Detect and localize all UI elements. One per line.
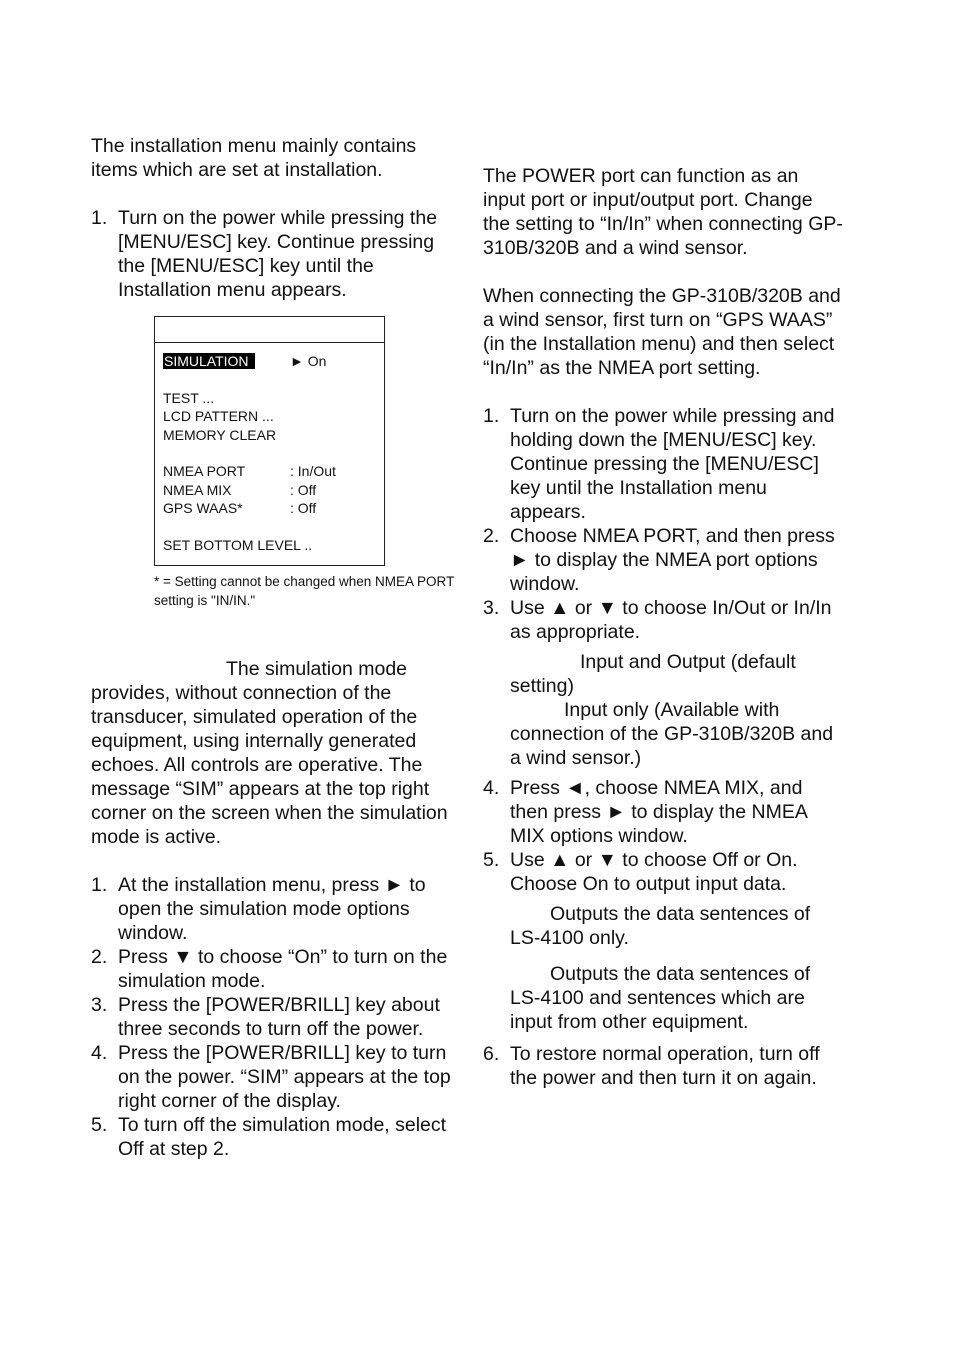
step-number: 1. <box>91 207 108 229</box>
list-item: 3. Press the [POWER/BRILL] key about three seconds to turn off the power. <box>91 994 440 1040</box>
list-item: 6. To restore normal operation, turn off the power and then turn it on again. <box>483 1043 820 1089</box>
menu-item-nmea-mix: NMEA MIX <box>163 481 232 498</box>
list-item: 2. Choose NMEA PORT, and then press ► to display the NMEA port options window. <box>483 525 835 595</box>
list-item: 5. Use ▲ or ▼ to choose Off or On. Choose On to output input data. <box>483 849 798 895</box>
right-column <box>483 164 843 1090</box>
power-port-paragraph: The POWER port can function as an input port or input/output port. Change the setting to “In/In” when connecting GP-310B/320B and a wind sensor. <box>483 165 843 259</box>
menu-item-gps-waas: GPS WAAS* <box>163 500 243 517</box>
simulation-paragraph <box>91 657 456 849</box>
left-column <box>91 134 456 1161</box>
step-text: Turn on the power while pressing the [MENU/ESC] key. Continue pressing the [MENU/ESC] key until the Installation menu appears. <box>118 207 438 301</box>
menu-item-memory-clear: MEMORY CLEAR <box>163 426 277 443</box>
simulation-lead: The simulation mode <box>226 658 408 680</box>
menu-item-set-bottom-level: SET BOTTOM LEVEL .. <box>163 537 313 554</box>
simulation-text: provides, without connection of the transducer, simulated operation of the equipment, using internally generated echoes. All controls are operative. The message “SIM” appears at the top right corner on the screen when the simulation mode is active. <box>91 682 448 848</box>
list-item: 5. To turn off the simulation mode, select Off at step 2. <box>91 1114 447 1160</box>
intro-paragraph: The installation menu mainly contains items which are set at installation. <box>91 135 417 181</box>
menu-item-nmea-port: NMEA PORT <box>163 463 246 480</box>
on-description: Outputs the data sentences of LS-4100 and sentences which are input from other equipment. <box>510 963 811 1033</box>
list-item: 1. Turn on the power while pressing and holding down the [MENU/ESC] key. Continue pressing the [MENU/ESC] key until the Installation menu appears. <box>483 405 835 523</box>
in-out-description: Input and Output (default setting) Input only (Available with connection of the GP-310B/320B and a wind sensor.) <box>510 651 834 769</box>
menu-value-nmea-port: : In/Out <box>290 463 336 480</box>
gps-waas-paragraph: When connecting the GP-310B/320B and a wind sensor, first turn on “GPS WAAS” (in the Installation menu) and then select “In/In” as the NMEA port setting. <box>483 285 841 379</box>
menu-item-test: TEST ... <box>163 389 215 406</box>
menu-row-nmea-port <box>163 462 384 480</box>
nmea-steps-a <box>483 404 843 644</box>
menu-item-simulation: SIMULATION <box>163 353 255 369</box>
list-item: 4. Press ◄, choose NMEA MIX, and then press ► to display the NMEA MIX options window. <box>483 777 807 847</box>
list-item: 2. Press ▼ to choose “On” to turn on the simulation mode. <box>91 946 448 992</box>
simulation-steps <box>91 873 456 1161</box>
menu-footnote: * = Setting cannot be changed when NMEA PORT setting is "IN/IN." <box>154 574 455 608</box>
installation-menu-figure <box>154 316 385 566</box>
install-steps <box>91 206 456 302</box>
menu-value-gps-waas: : Off <box>290 500 317 517</box>
nmea-steps-c <box>483 1042 843 1090</box>
menu-value-simulation: ► On <box>290 353 327 369</box>
list-item: 3. Use ▲ or ▼ to choose In/Out or In/In as appropriate. <box>483 597 832 643</box>
list-item <box>91 206 456 302</box>
menu-title-bar <box>155 317 384 343</box>
off-description: Outputs the data sentences of LS-4100 only. <box>510 903 811 949</box>
menu-row-nmea-mix <box>163 481 384 499</box>
nmea-steps-b <box>483 776 843 896</box>
menu-value-nmea-mix: : Off <box>290 481 317 498</box>
menu-item-lcd-pattern: LCD PATTERN ... <box>163 408 274 425</box>
list-item: 1. At the installation menu, press ► to open the simulation mode options window. <box>91 874 426 944</box>
menu-row-gps-waas <box>163 499 384 517</box>
list-item: 4. Press the [POWER/BRILL] key to turn on the power. “SIM” appears at the top right corner of the display. <box>91 1042 451 1112</box>
menu-row-simulation <box>163 352 384 370</box>
